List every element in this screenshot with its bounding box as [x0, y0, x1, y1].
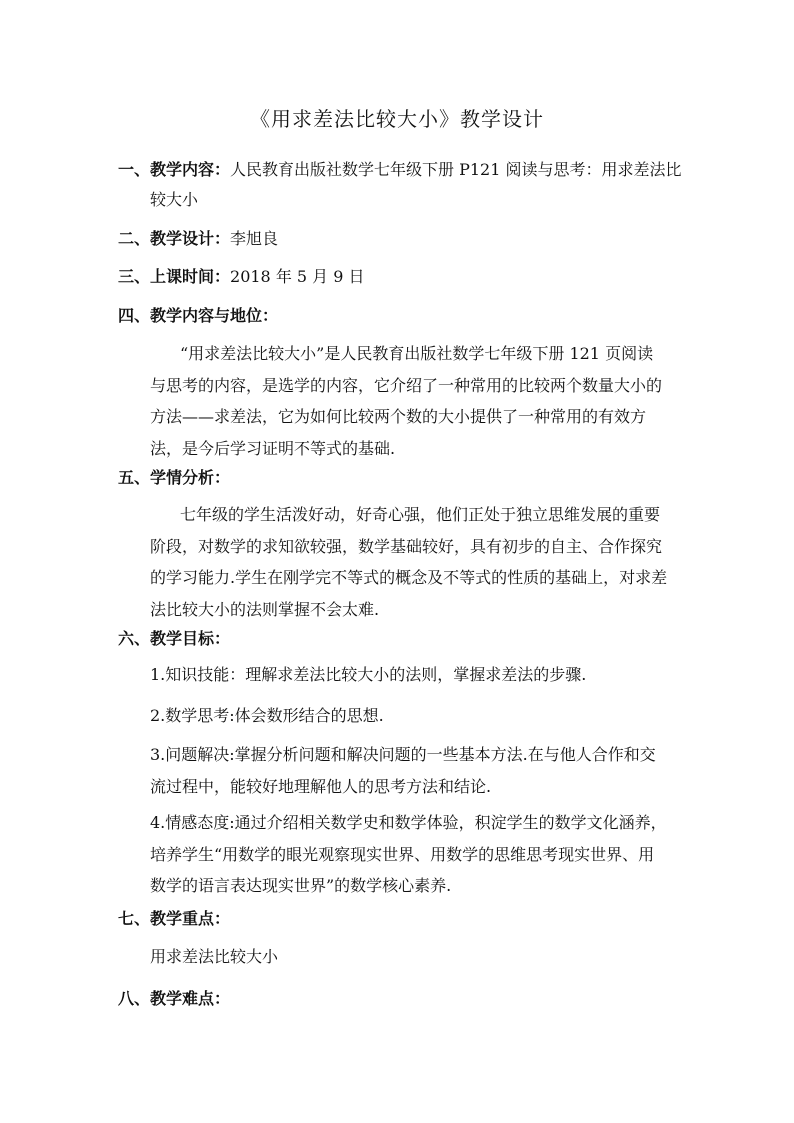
- section-text: 李旭良: [230, 229, 279, 248]
- goal-item: 3.问题解决:掌握分析问题和解决问题的一些基本方法.在与他人合作和交流过程中，能较好地理解他人的思考方法和结论.: [150, 745, 656, 796]
- section-class-time: [118, 264, 365, 287]
- section-label: 七、教学重点：: [118, 909, 231, 928]
- section-label: 四、教学内容与地位：: [118, 306, 279, 325]
- section-text: 人民教育出版社数学七年级下册 P121 阅读与思考：用求差法比: [230, 160, 682, 179]
- goal-item: 2.数学思考:体会数形结合的思想.: [150, 706, 384, 725]
- section-content: [118, 157, 682, 180]
- section-label: 五、学情分析：: [118, 468, 231, 487]
- section-continuation: 较大小: [150, 190, 199, 209]
- goal-item: 4.情感态度:通过介绍相关数学史和数学体验，积淀学生的数学文化涵养，培养学生“用数学的眼光观察现实世界、用数学的思维思考现实世界、用数学的语言表达现实世界”的数学核心素养.: [150, 813, 667, 895]
- section-difficulty: [118, 986, 230, 1009]
- section-text: 用求差法比较大小: [150, 947, 279, 966]
- page-title: 《用求差法比较大小》教学设计: [250, 107, 544, 131]
- section-label: 三、上课时间：: [118, 267, 231, 286]
- section-key-point: [118, 906, 230, 929]
- section-paragraph: 七年级的学生活泼好动，好奇心强，他们正处于独立思维发展的重要阶段，对数学的求知欲较强，数学基础较好，具有初步的自主、合作探究的学习能力.学生在刚学完不等式的概念及不等式的性质的基础上，对求差法比较大小的法则掌握不会太难.: [150, 505, 668, 619]
- section-label: 八、教学难点：: [118, 989, 231, 1008]
- section-designer: [118, 226, 278, 249]
- goal-item: 1.知识技能：理解求差法比较大小的法则，掌握求差法的步骤.: [150, 665, 587, 684]
- section-text: 2018 年 5 月 9 日: [230, 267, 365, 286]
- section-label: 一、教学内容：: [118, 160, 231, 179]
- section-position: [118, 303, 278, 326]
- section-label: 六、教学目标：: [118, 629, 231, 648]
- section-goals: [118, 626, 230, 649]
- section-paragraph: “用求差法比较大小”是人民教育出版社数学七年级下册 121 页阅读与思考的内容，是选学的内容，它介绍了一种常用的比较两个数量大小的方法——求差法，它为如何比较两个数的大小提供了一种常用的有效方法，是今后学习证明不等式的基础.: [150, 344, 663, 458]
- section-label: 二、教学设计：: [118, 229, 231, 248]
- section-analysis: [118, 465, 230, 488]
